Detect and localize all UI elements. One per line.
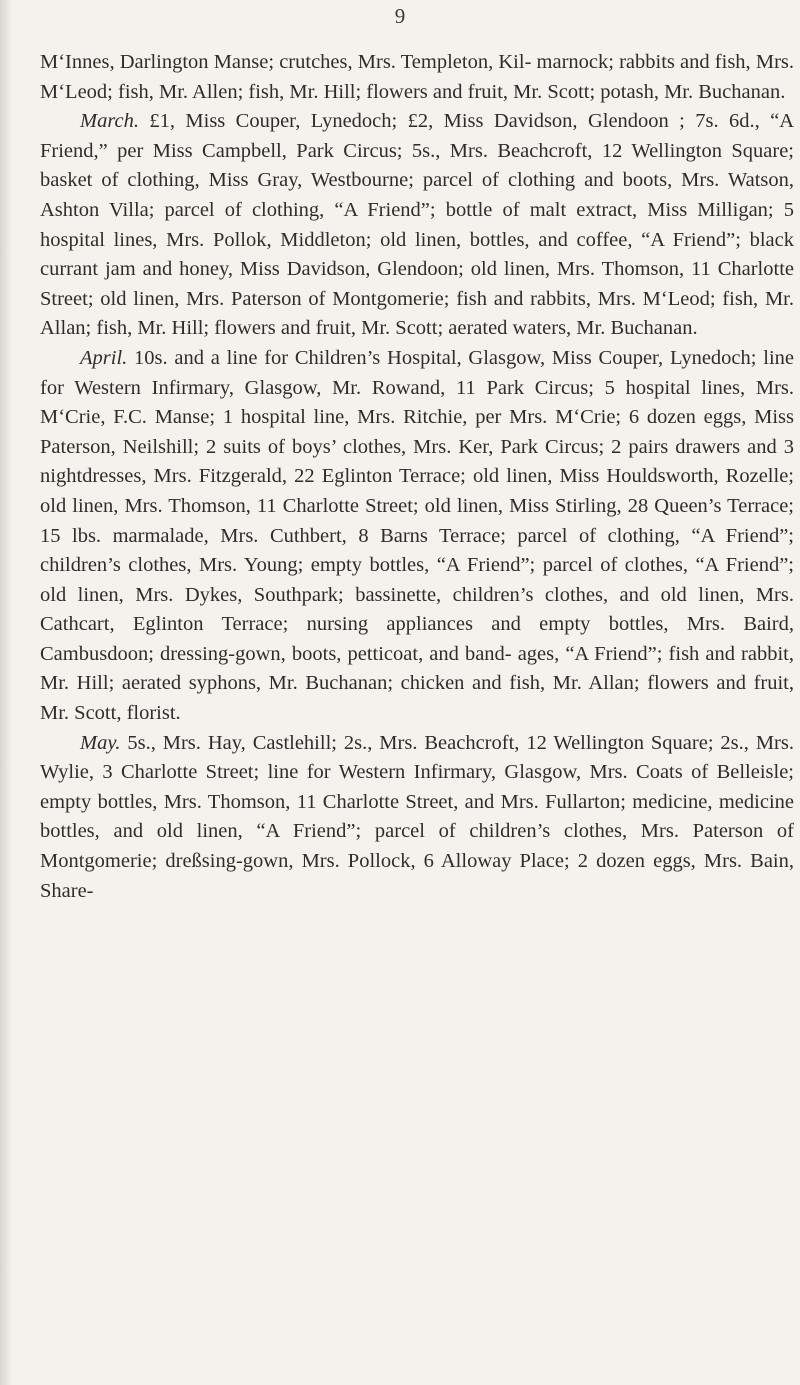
page-gutter-shadow xyxy=(0,0,12,1385)
paragraph-march xyxy=(40,107,794,344)
paragraph-text: £1, Miss Couper, Lynedoch; £2, Miss Davidson, Glendoon ; 7s. 6d., “A Friend,” per Miss Campbell, Park Circus; 5s., Mrs. Beachcroft, 12 Wellington Square; basket of clothing, Miss Gray, Westbourne; parcel of clothing and boots, Mrs. Watson, Ashton Villa; parcel of clothing, “A Friend”; bottle of malt extract, Miss Milligan; 5 hospital lines, Mrs. Pollok, Middleton; old linen, bottles, and coffee, “A Friend”; black currant jam and honey, Miss Davidson, Glendoon; old linen, Mrs. Thomson, 11 Charlotte Street; old linen, Mrs. Paterson of Montgomerie; fish and rabbits, Mrs. M‘Leod; fish, Mr. Allan; fish, Mr. Hill; flowers and fruit, Mr. Scott; aerated waters, Mr. Buchanan. xyxy=(40,110,794,340)
paragraph-may xyxy=(40,729,794,907)
paragraph-april xyxy=(40,344,794,729)
paragraph-text: 5s., Mrs. Hay, Castlehill; 2s., Mrs. Beachcroft, 12 Wellington Square; 2s., Mrs. Wylie, 3 Charlotte Street; line for Western Infirmary, Glasgow, Mrs. Coats of Belleisle; empty bottles, Mrs. Thomson, 11 Charlotte Street, and Mrs. Fullarton; medicine, medicine bottles, and old linen, “A Friend”; parcel of children’s clothes, Mrs. Paterson of Montgomerie; dreßsing-gown, Mrs. Pollock, 6 Alloway Place; 2 dozen eggs, Mrs. Bain, Share- xyxy=(40,731,794,902)
paragraph-text: 10s. and a line for Children’s Hospital, Glasgow, Miss Couper, Lynedoch; line for Western Infirmary, Glasgow, Mr. Rowand, 11 Park Circus; 5 hospital lines, Mrs. M‘Crie, F.C. Manse; 1 hospital line, Mrs. Ritchie, per Mrs. M‘Crie; 6 dozen eggs, Miss Paterson, Neilshill; 2 suits of boys’ clothes, Mrs. Ker, Park Circus; 2 pairs drawers and 3 nightdresses, Mrs. Fitzgerald, 22 Eglinton Terrace; old linen, Miss Houldsworth, Rozelle; old linen, Mrs. Thomson, 11 Charlotte Street; old linen, Miss Stirling, 28 Queen’s Terrace; 15 lbs. marmalade, Mrs. Cuthbert, 8 Barns Terrace; parcel of clothing, “A Friend”; children’s clothes, Mrs. Young; empty bottles, “A Friend”; parcel of clothes, “A Friend”; old linen, Mrs. Dykes, Southpark; bassinette, children’s clothes, and old linen, Mrs. Cathcart, Eglinton Terrace; nursing appliances and empty bottles, Mrs. Baird, Cambusdoon; dressing-gown, boots, petticoat, and band- ages, “A Friend”; fish and rabbit, Mr. Hill; aerated syphons, Mr. Buchanan; chicken and fish, Mr. Allan; flowers and fruit, Mr. Scott, florist. xyxy=(40,346,794,725)
paragraph-text: M‘Innes, Darlington Manse; crutches, Mrs. Templeton, Kil- marnock; rabbits and fish, Mrs. M‘Leod; fish, Mr. Allen; fish, Mr. Hill; flowers and fruit, Mr. Scott; potash, Mr. Buchanan. xyxy=(40,51,794,103)
month-heading: April. xyxy=(80,346,128,369)
donations-text xyxy=(40,48,794,906)
page-number: 9 xyxy=(394,4,406,28)
month-heading: March. xyxy=(80,110,140,133)
paragraph-continuation xyxy=(40,48,794,107)
month-heading: May. xyxy=(80,731,121,754)
